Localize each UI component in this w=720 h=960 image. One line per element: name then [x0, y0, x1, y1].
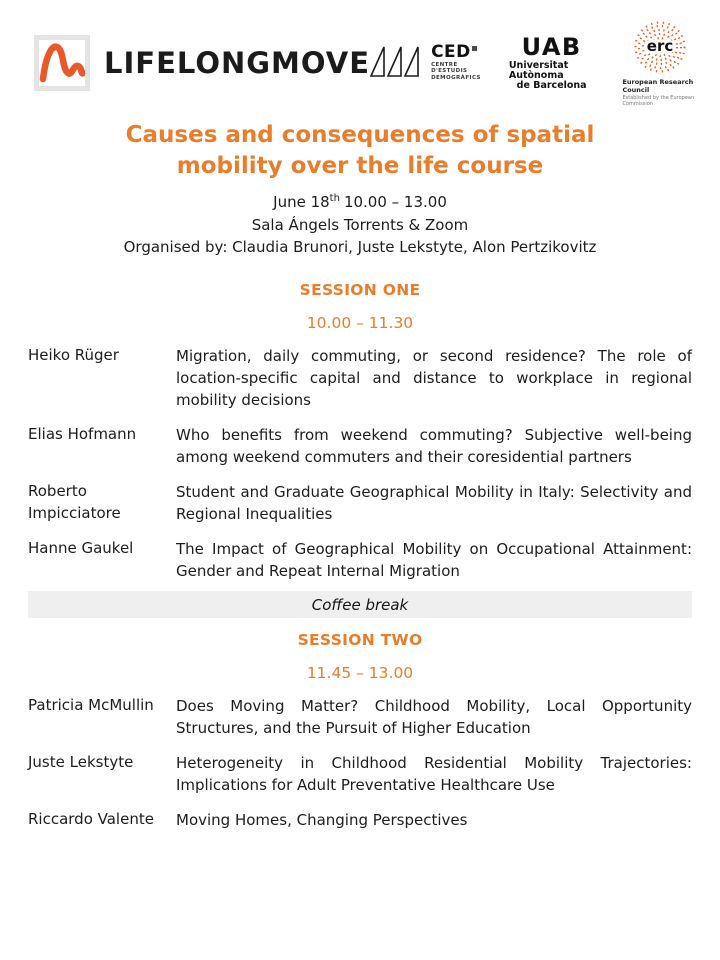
erc-logo	[622, 20, 698, 107]
talk-row	[28, 695, 692, 739]
event-date-day: June 18	[273, 193, 330, 212]
header-logos	[0, 30, 720, 107]
ced-superscript-square	[472, 46, 477, 51]
talk-row	[28, 752, 692, 796]
event-meta	[0, 191, 720, 259]
speaker-name: Hanne Gaukel	[28, 538, 134, 557]
ced-subtitle-2: DEMOGRÀFICS	[431, 75, 481, 82]
erc-sunburst-icon	[632, 20, 688, 76]
talk-title: Does Moving Matter? Childhood Mobility, Local Opportunity Structures, and the Pursuit of Higher Education	[176, 697, 692, 738]
uab-subtitle-2: de Barcelona	[516, 80, 587, 92]
speaker-name: Juste Lekstyte	[28, 753, 134, 772]
event-date-time: 10.00 – 13.00	[343, 193, 447, 212]
talk-row	[28, 424, 692, 468]
session-two-talks	[28, 695, 692, 831]
session-two-heading: SESSION TWO	[297, 631, 423, 650]
speaker-name: Roberto Impicciatore	[28, 481, 121, 522]
event-organisers: Organised by: Claudia Brunori, Juste Lekstyte, Alon Pertzikovitz	[123, 238, 597, 257]
page-title-line-1: Causes and consequences of spatial	[125, 122, 595, 148]
lifelongmove-logo	[34, 35, 370, 91]
page-title	[0, 120, 720, 181]
speaker-name: Riccardo Valente	[28, 810, 154, 829]
uab-subtitle-1: Universitat Autònoma	[508, 59, 569, 81]
erc-subtitle-1: European Research Council	[622, 77, 694, 94]
coffee-break-label: Coffee break	[311, 595, 409, 614]
erc-subtitle-2: Established by the European Commission	[622, 94, 695, 107]
ced-name-text: CED	[431, 42, 471, 63]
talk-row	[28, 538, 692, 582]
session-two-time: 11.45 – 13.00	[306, 664, 414, 683]
ced-logo	[370, 42, 481, 84]
talk-title: Moving Homes, Changing Perspectives	[176, 811, 468, 830]
ced-zigzag-icon	[370, 42, 424, 84]
talk-row	[28, 809, 692, 831]
talk-title: Heterogeneity in Childhood Residential Mobility Trajectories: Implications for Adult Preventative Healthcare Use	[176, 754, 692, 795]
ced-subtitle-1: CENTRE D'ESTUDIS	[431, 62, 468, 74]
event-date	[0, 191, 720, 214]
partner-logos	[370, 20, 698, 107]
talk-row	[28, 345, 692, 411]
session-one-time: 10.00 – 11.30	[306, 313, 414, 332]
uab-wordmark: UAB	[521, 33, 582, 62]
event-date-ordinal: th	[329, 193, 340, 205]
speaker-name: Elias Hofmann	[28, 424, 137, 443]
programme	[28, 345, 692, 618]
talk-title: Student and Graduate Geographical Mobility in Italy: Selectivity and Regional Inequalities	[176, 482, 692, 523]
speaker-name: Patricia McMullin	[28, 696, 154, 715]
uab-logo	[509, 34, 595, 92]
page-title-line-2: mobility over the life course	[176, 152, 544, 179]
talk-title: Who benefits from weekend commuting? Subjective well-being among weekend commuters and their coresidential partners	[176, 425, 692, 466]
coffee-break-band	[28, 591, 692, 618]
lifelongmove-wordmark: LIFELONGMOVE	[104, 46, 371, 80]
speaker-name: Heiko Rüger	[28, 345, 119, 364]
talk-row	[28, 481, 692, 525]
wave-icon	[34, 35, 90, 91]
erc-wordmark: erc	[646, 36, 674, 55]
talk-title: The Impact of Geographical Mobility on Occupational Attainment: Gender and Repeat Internal Migration	[176, 539, 692, 581]
event-venue: Sala Ángels Torrents & Zoom	[251, 215, 469, 234]
session-one-heading: SESSION ONE	[299, 280, 421, 299]
ced-wordmark	[431, 44, 481, 61]
talk-title: Migration, daily commuting, or second residence? The role of location-specific capital and distance to workplace in regional mobility decisions	[176, 346, 692, 409]
session-one-talks	[28, 345, 692, 582]
